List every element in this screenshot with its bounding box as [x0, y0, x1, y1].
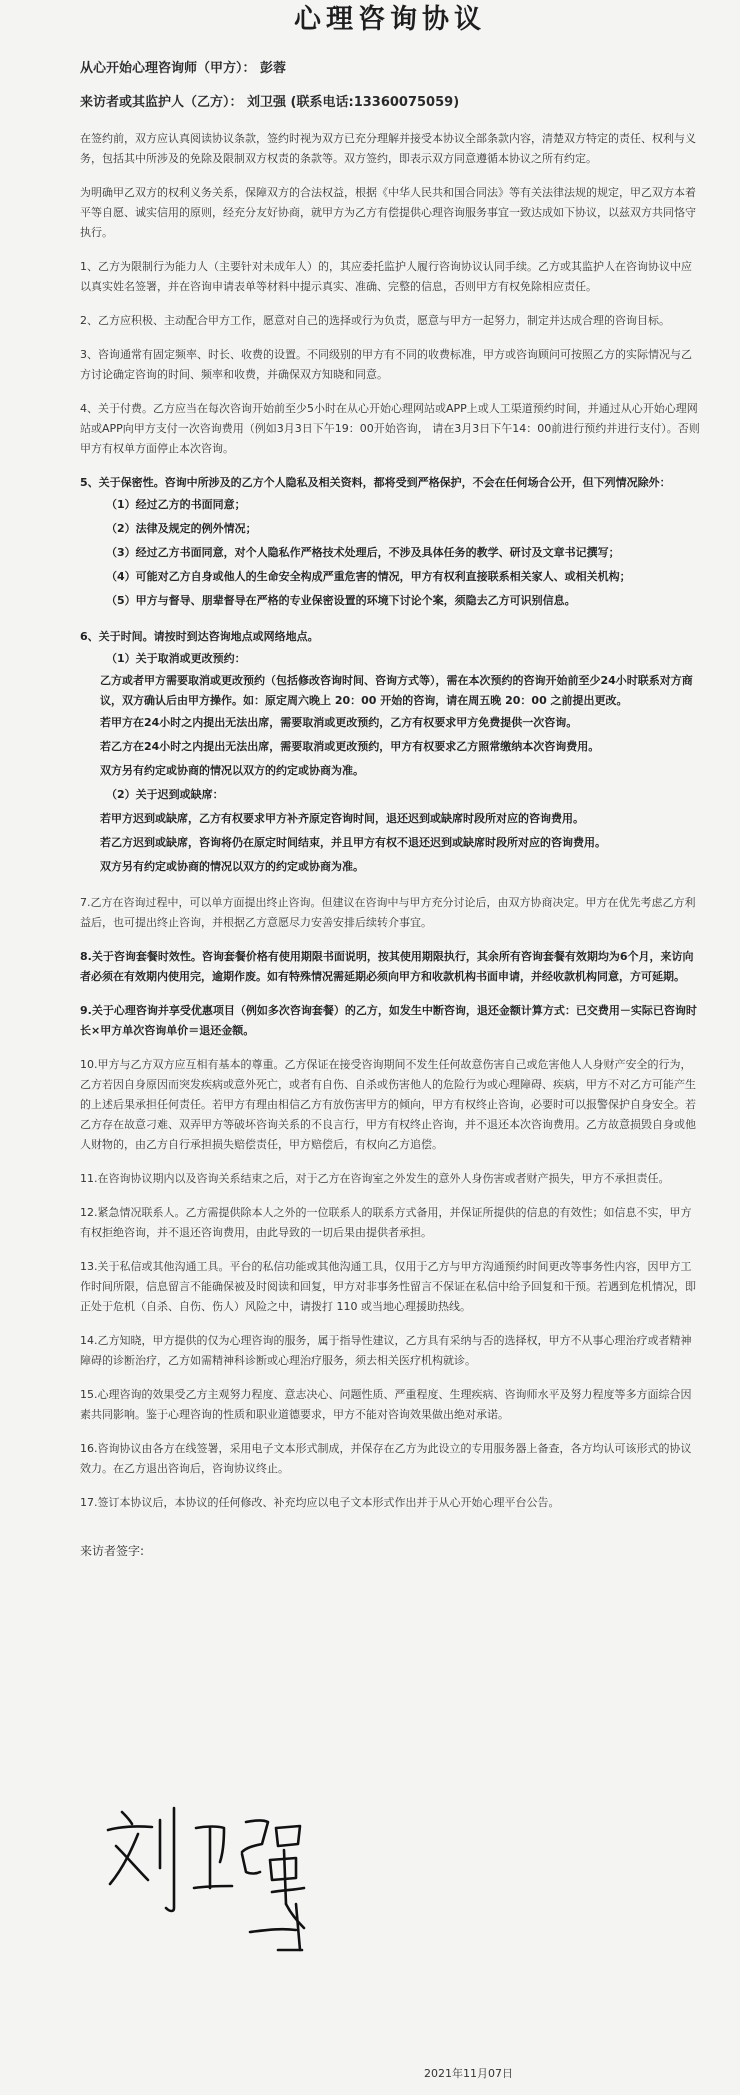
clause-8: 8.关于咨询套餐时效性。咨询套餐价格有使用期限书面说明，按其使用期限执行，其余所有咨询套餐有效期均为6个月，来访向者必须在有效期内使用完，逾期作废。如有特殊情况需延期必须向甲方和收款机构书面申请，并经收款机构同意，方可延期。 — [80, 950, 694, 983]
clause-10: 10.甲方与乙方双方应互相有基本的尊重。乙方保证在接受咨询期间不发生任何故意伤害自己或危害他人人身财产安全的行为，乙方若因自身原因而突发疾病或意外死亡，或者有自伤、自杀或伤害他人的危险行为或心理障碍、疾病，甲方不对乙方可能产生的上述后果承担任何责任。若甲方有理由相信乙方有放伤害甲方的倾向，甲方有权终止咨询，必要时可以报警保护自身安全。若乙方存在故意刁难、双弄甲方等破坏咨询关系的不良言行，甲方有权终止咨询，并不退还本次咨询费用。乙方故意损毁自身或他人财物的，由乙方自行承担损失赔偿责任，甲方赔偿后，有权向乙方追偿。 — [80, 1058, 696, 1151]
clause-7: 7.乙方在咨询过程中，可以单方面提出终止咨询。但建议在咨询中与甲方充分讨论后，由双方协商决定。甲方在优先考虑乙方利益后，也可提出终止咨询，并根据乙方意愿尽力安善安排后续转介事宜。 — [80, 896, 696, 929]
intro-paragraph-1: 在签约前，双方应认真阅读协议条款，签约时视为双方已充分理解并接受本协议全部条款内容，清楚双方特定的责任、权利与义务，包括其中所涉及的免除及限制双方权责的条款等。双方签约，即表示双方同意遵循本协议之所有约定。 — [80, 132, 696, 165]
signature-label: 来访者签字: — [80, 1544, 145, 1558]
clause-6-paragraph: 若甲方迟到或缺席，乙方有权要求甲方补齐原定咨询时间，退还迟到或缺席时段所对应的咨询费用。 — [100, 812, 584, 825]
clause-5-exceptions — [80, 493, 700, 613]
document-title: 心理咨询协议 — [294, 4, 486, 35]
clause-6-paragraph: 乙方或者甲方需要取消或更改预约（包括修改咨询时间、咨询方式等），需在本次预约的咨询开始前至少24小时联系对方商议，双方确认后由甲方操作。如：原定周六晚上 20：00 开始的咨询，请在周五晚 20：00 之前提出更改。 — [100, 674, 693, 707]
party-b-line: 来访者或其监护人（乙方）： 刘卫强 (联系电话:13360075059) — [80, 95, 460, 110]
clause-6-heading-2: （2）关于迟到或缺席： — [106, 788, 224, 801]
exception-item: （4）可能对乙方自身或他人的生命安全构成严重危害的情况，甲方有权利直接联系相关家人、或相关机构； — [106, 570, 631, 583]
clause-6-paragraph: 若甲方在24小时之内提出无法出席，需要取消或更改预约，乙方有权要求甲方免费提供一次咨询。 — [100, 716, 578, 729]
clause-5: 5、关于保密性。咨询中所涉及的乙方个人隐私及相关资料，都将受到严格保护，不会在任何场合公开，但下列情况除外： — [80, 476, 671, 489]
clause-17: 17.签订本协议后，本协议的任何修改、补充均应以电子文本形式作出并于从心开始心理平台公告。 — [80, 1496, 560, 1509]
clause-6: 6、关于时间。请按时到达咨询地点或网络地点。 — [80, 630, 319, 643]
clause-6-heading-1: （1）关于取消或更改预约： — [106, 652, 246, 665]
clause-2: 2、乙方应积极、主动配合甲方工作，愿意对自己的选择或行为负责，愿意与甲方一起努力，制定并达成合理的咨询目标。 — [80, 314, 670, 327]
handwritten-signature — [100, 1800, 340, 1960]
clause-6-paragraph: 双方另有约定或协商的情况以双方的约定或协商为准。 — [100, 860, 364, 873]
clause-12: 12.紧急情况联系人。乙方需提供除本人之外的一位联系人的联系方式备用，并保证所提供的信息的有效性；如信息不实，甲方有权拒绝咨询，并不退还咨询费用，由此导致的一切后果由提供者承担。 — [80, 1206, 692, 1239]
intro-paragraph-2: 为明确甲乙双方的权利义务关系，保障双方的合法权益，根据《中华人民共和国合同法》等有关法律法规的规定，甲乙双方本着平等自愿、诚实信用的原则，经充分友好协商，就甲方为乙方有偿提供心理咨询服务事宜一致达成如下协议，以兹双方共同恪守执行。 — [80, 186, 696, 239]
clause-13: 13.关于私信或其他沟通工具。平台的私信功能或其他沟通工具，仅用于乙方与甲方沟通预约时间更改等事务性内容，因甲方工作时间所限，信息留言不能确保被及时阅读和回复，甲方对非事务性留言不保证在私信中给予回复和干预。若遇到危机情况，即正处于危机（自杀、自伤、伤人）风险之中，请拨打 110 或当地心理援助热线。 — [80, 1260, 696, 1313]
exception-item: （1）经过乙方的书面同意； — [106, 498, 246, 511]
clause-3: 3、咨询通常有固定频率、时长、收费的设置。不同级别的甲方有不同的收费标准，甲方或咨询顾问可按照乙方的实际情况与乙方讨论确定咨询的时间、频率和收费，并确保双方知晓和同意。 — [80, 348, 692, 381]
clause-11: 11.在咨询协议期内以及咨询关系结束之后，对于乙方在咨询室之外发生的意外人身伤害或者财产损失，甲方不承担责任。 — [80, 1172, 670, 1185]
clause-9: 9.关于心理咨询并享受优惠项目（例如多次咨询套餐）的乙方，如发生中断咨询，退还金额计算方式：已交费用－实际已咨询时长×甲方单次咨询单价＝退还金额。 — [80, 1004, 697, 1037]
clause-6-paragraph: 若乙方在24小时之内提出无法出席，需要取消或更改预约，甲方有权要求乙方照常缴纳本次咨询费用。 — [100, 740, 600, 753]
exception-item: （3）经过乙方书面同意，对个人隐私作严格技术处理后，不涉及具体任务的教学、研讨及文章书记撰写； — [106, 546, 620, 559]
clause-4: 4、关于付费。乙方应当在每次咨询开始前至少5小时在从心开始心理网站或APP上或人工渠道预约时间，并通过从心开始心理网站或APP向甲方支付一次咨询费用（例如3月3日下午19：00开始咨询， 请在3月3日下午14：00前进行预约并进行支付）。否则甲方有权单方面停止本次咨询。 — [80, 402, 700, 455]
clause-1: 1、乙方为限制行为能力人（主要针对未成年人）的，其应委托监护人履行咨询协议认同手续。乙方或其监护人在咨询协议中应以真实姓名签署，并在咨询申请表单等材料中提示真实、准确、完整的信息，否则甲方有权免除相应责任。 — [80, 260, 692, 293]
clause-16: 16.咨询协议由各方在线签署，采用电子文本形式制成，并保存在乙方为此设立的专用服务器上备查，各方均认可该形式的协议效力。在乙方退出咨询后，咨询协议终止。 — [80, 1442, 692, 1475]
clause-15: 15.心理咨询的效果受乙方主观努力程度、意志决心、问题性质、严重程度、生理疾病、咨询师水平及努力程度等多方面综合因素共同影响。鉴于心理咨询的性质和职业道德要求，甲方不能对咨询效果做出绝对承诺。 — [80, 1388, 692, 1421]
signing-date: 2021年11月07日 — [424, 2067, 513, 2080]
clause-14: 14.乙方知晓，甲方提供的仅为心理咨询的服务，属于指导性建议，乙方具有采纳与否的选择权，甲方不从事心理治疗或者精神障碍的诊断治疗，乙方如需精神科诊断或心理治疗服务，须去相关医疗机构就诊。 — [80, 1334, 692, 1367]
party-a-line: 从心开始心理咨询师（甲方）： 彭蓉 — [80, 61, 287, 76]
exception-item: （5）甲方与督导、朋辈督导在严格的专业保密设置的环境下讨论个案，须隐去乙方可识别信息。 — [106, 594, 576, 607]
exception-item: （2）法律及规定的例外情况； — [106, 522, 257, 535]
clause-6-paragraph: 若乙方迟到或缺席，咨询将仍在原定时间结束，并且甲方有权不退还迟到或缺席时段所对应的咨询费用。 — [100, 836, 606, 849]
clause-6-paragraph: 双方另有约定或协商的情况以双方的约定或协商为准。 — [100, 764, 364, 777]
